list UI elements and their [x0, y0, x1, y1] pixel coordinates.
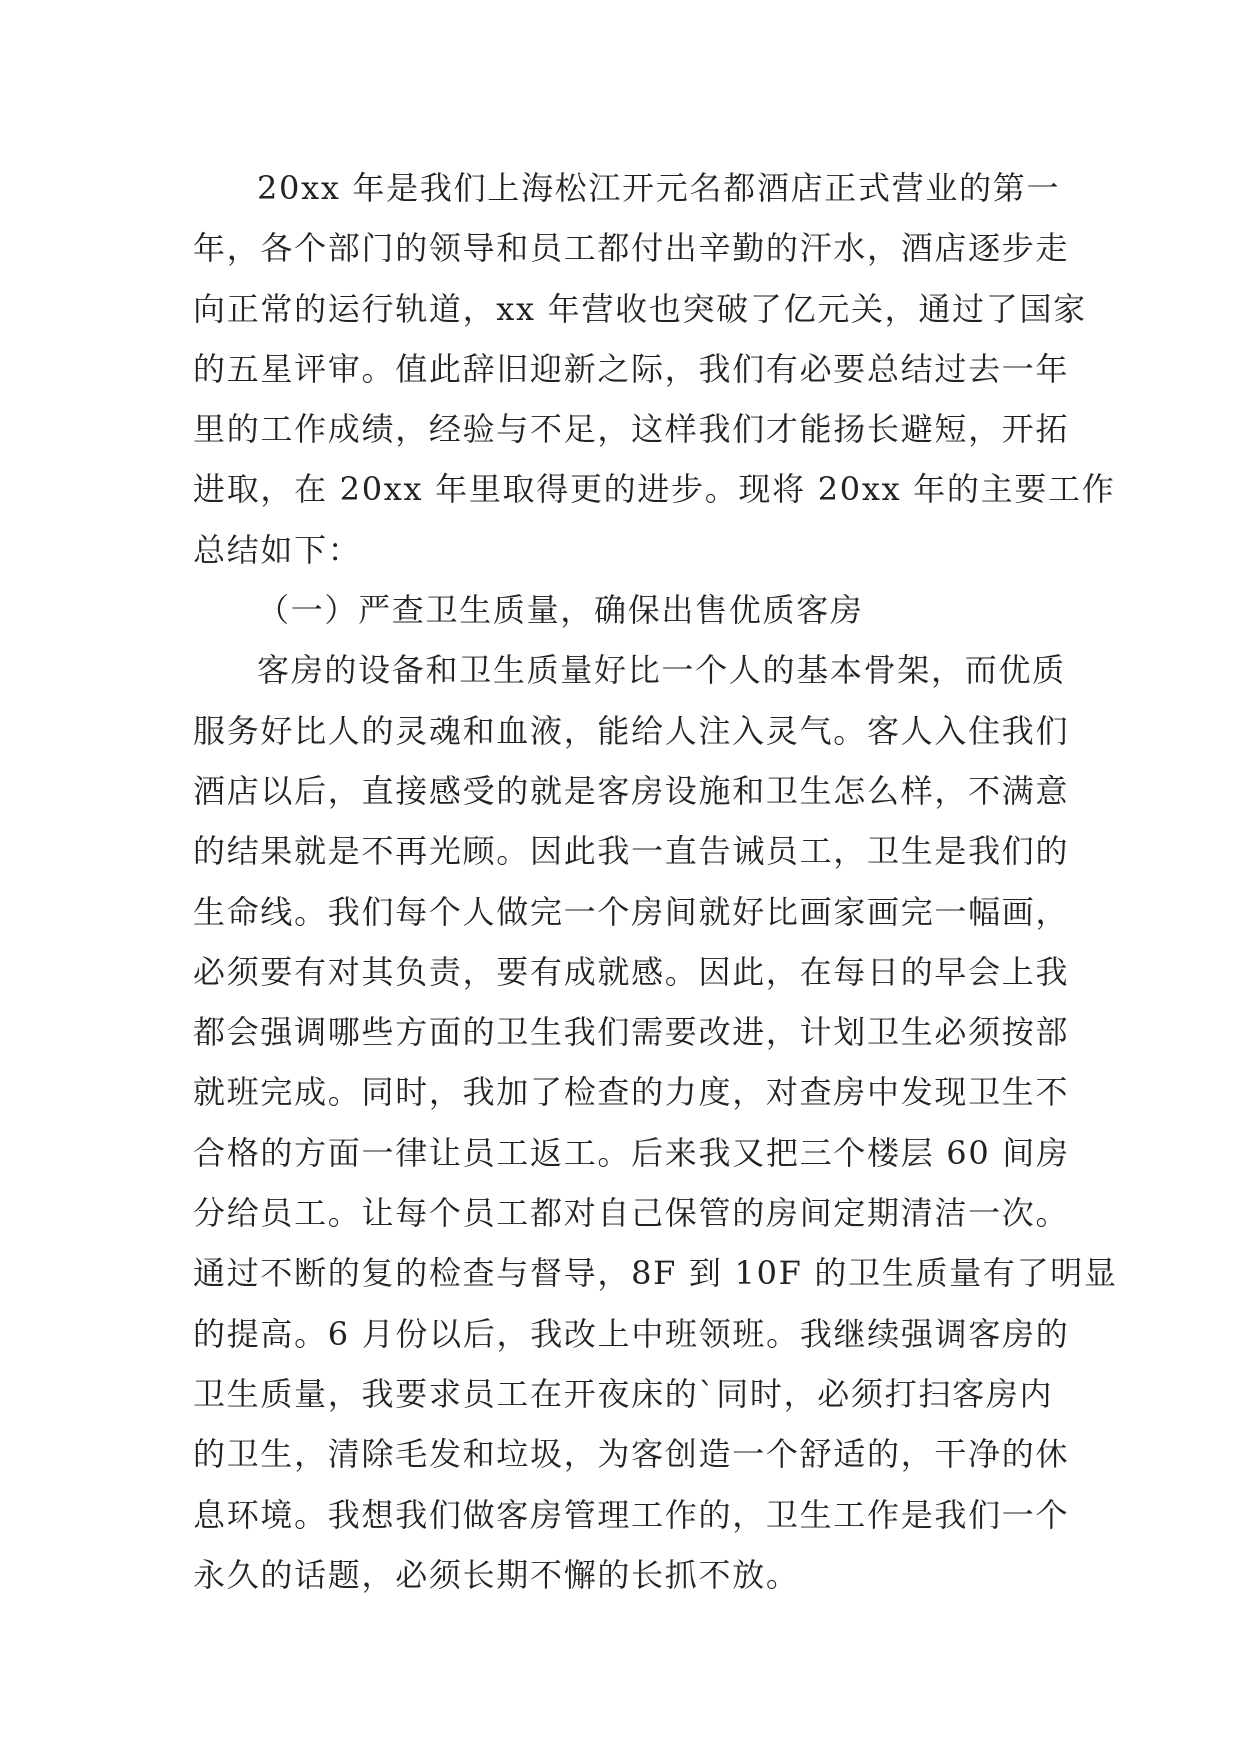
paragraph-1-line: 进取，在 20xx 年里取得更的进步。现将 20xx 年的主要工作: [193, 470, 1116, 509]
paragraph-2-line: 就班完成。同时，我加了检查的力度，对查房中发现卫生不: [193, 1073, 1070, 1112]
paragraph-1-line: 向正常的运行轨道，xx 年营收也突破了亿元关，通过了国家: [193, 289, 1087, 328]
paragraph-2-line: 合格的方面一律让员工返工。后来我又把三个楼层 60 间房: [193, 1133, 1070, 1172]
paragraph-2-line: 永久的话题，必须长期不懈的长抓不放。: [193, 1555, 800, 1594]
paragraph-2-line: 卫生质量，我要求员工在开夜床的`同时，必须打扫客房内: [193, 1374, 1054, 1413]
paragraph-2-line: 酒店以后，直接感受的就是客房设施和卫生怎么样，不满意: [193, 771, 1070, 810]
paragraph-1-line: 里的工作成绩，经验与不足，这样我们才能扬长避短，开拓: [193, 410, 1070, 449]
paragraph-2-line: 的卫生，清除毛发和垃圾，为客创造一个舒适的，干净的休: [193, 1435, 1070, 1474]
document-body: [193, 158, 1118, 1605]
section-heading: （一）严查卫生质量，确保出售优质客房: [257, 591, 864, 630]
paragraph-2-line: 都会强调哪些方面的卫生我们需要改进，计划卫生必须按部: [193, 1013, 1070, 1052]
paragraph-2-line: 通过不断的复的检查与督导，8F 到 10F 的卫生质量有了明显: [193, 1254, 1118, 1293]
paragraph-1-line: 的五星评审。值此辞旧迎新之际，我们有必要总结过去一年: [193, 349, 1070, 388]
paragraph-2-line: 分给员工。让每个员工都对自己保管的房间定期清洁一次。: [193, 1194, 1070, 1233]
paragraph-2-line: 的结果就是不再光顾。因此我一直告诫员工，卫生是我们的: [193, 832, 1070, 871]
paragraph-1-line: 年，各个部门的领导和员工都付出辛勤的汗水，酒店逐步走: [193, 229, 1070, 268]
paragraph-2-line: 服务好比人的灵魂和血液，能给人注入灵气。客人入住我们: [193, 711, 1070, 750]
paragraph-1-line: 20xx 年是我们上海松江开元名都酒店正式营业的第一: [257, 169, 1061, 207]
paragraph-2-line: 必须要有对其负责，要有成就感。因此，在每日的早会上我: [193, 952, 1070, 991]
paragraph-2-line: 生命线。我们每个人做完一个房间就好比画家画完一幅画，: [193, 892, 1070, 931]
paragraph-2-line: 息环境。我想我们做客房管理工作的，卫生工作是我们一个: [193, 1495, 1070, 1534]
paragraph-2-line: 的提高。6 月份以后，我改上中班领班。我继续强调客房的: [193, 1314, 1070, 1353]
paragraph-1-line: 总结如下：: [193, 530, 362, 569]
paragraph-2-line: 客房的设备和卫生质量好比一个人的基本骨架，而优质: [257, 651, 1066, 690]
